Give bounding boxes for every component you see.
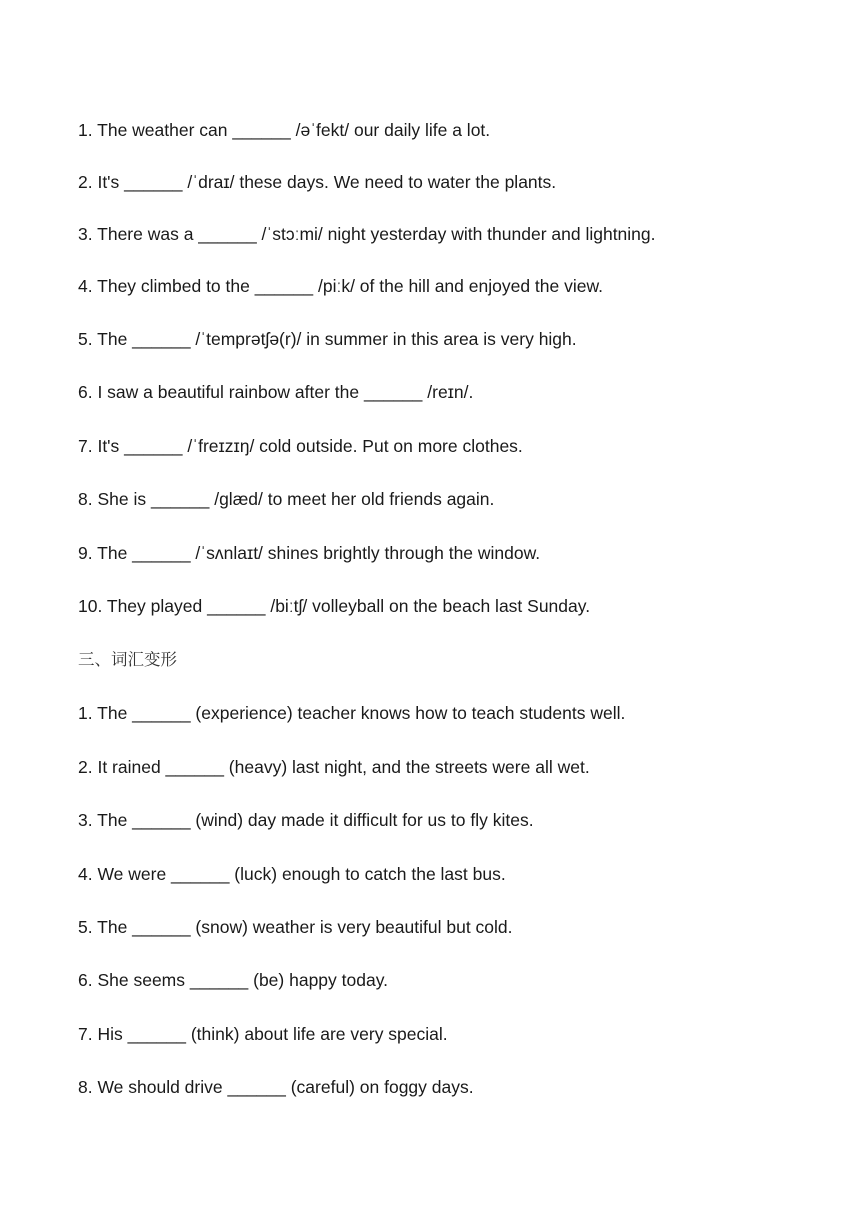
question-line: 3. There was a ______ /ˈstɔːmi/ night yesterday with thunder and lightning.: [78, 224, 656, 244]
question-line: 4. We were ______ (luck) enough to catch the last bus.: [78, 864, 506, 884]
question-line: 7. His ______ (think) about life are very special.: [78, 1024, 448, 1044]
question-line: 7. It's ______ /ˈfreɪzɪŋ/ cold outside. Put on more clothes.: [78, 436, 523, 456]
question-line: 10. They played ______ /biːtʃ/ volleyball on the beach last Sunday.: [78, 596, 591, 616]
question-line: 1. The weather can ______ /əˈfekt/ our daily life a lot.: [78, 120, 491, 140]
question-line: 6. I saw a beautiful rainbow after the ______ /reɪn/.: [78, 382, 474, 402]
question-line: 5. The ______ /ˈtemprətʃə(r)/ in summer in this area is very high.: [78, 329, 577, 349]
question-line: 1. The ______ (experience) teacher knows how to teach students well.: [78, 703, 626, 723]
section-heading: 三、词汇变形: [78, 650, 177, 669]
question-line: 2. It's ______ /ˈdraɪ/ these days. We need to water the plants.: [78, 172, 557, 192]
question-line: 8. We should drive ______ (careful) on foggy days.: [78, 1077, 474, 1097]
question-line: 6. She seems ______ (be) happy today.: [78, 970, 389, 990]
question-line: 4. They climbed to the ______ /piːk/ of the hill and enjoyed the view.: [78, 276, 604, 296]
question-line: 5. The ______ (snow) weather is very beautiful but cold.: [78, 917, 513, 937]
question-line: 3. The ______ (wind) day made it difficult for us to fly kites.: [78, 810, 534, 830]
question-line: 9. The ______ /ˈsʌnlaɪt/ shines brightly through the window.: [78, 543, 541, 563]
question-line: 8. She is ______ /ɡlæd/ to meet her old friends again.: [78, 489, 495, 509]
question-line: 2. It rained ______ (heavy) last night, and the streets were all wet.: [78, 757, 590, 777]
